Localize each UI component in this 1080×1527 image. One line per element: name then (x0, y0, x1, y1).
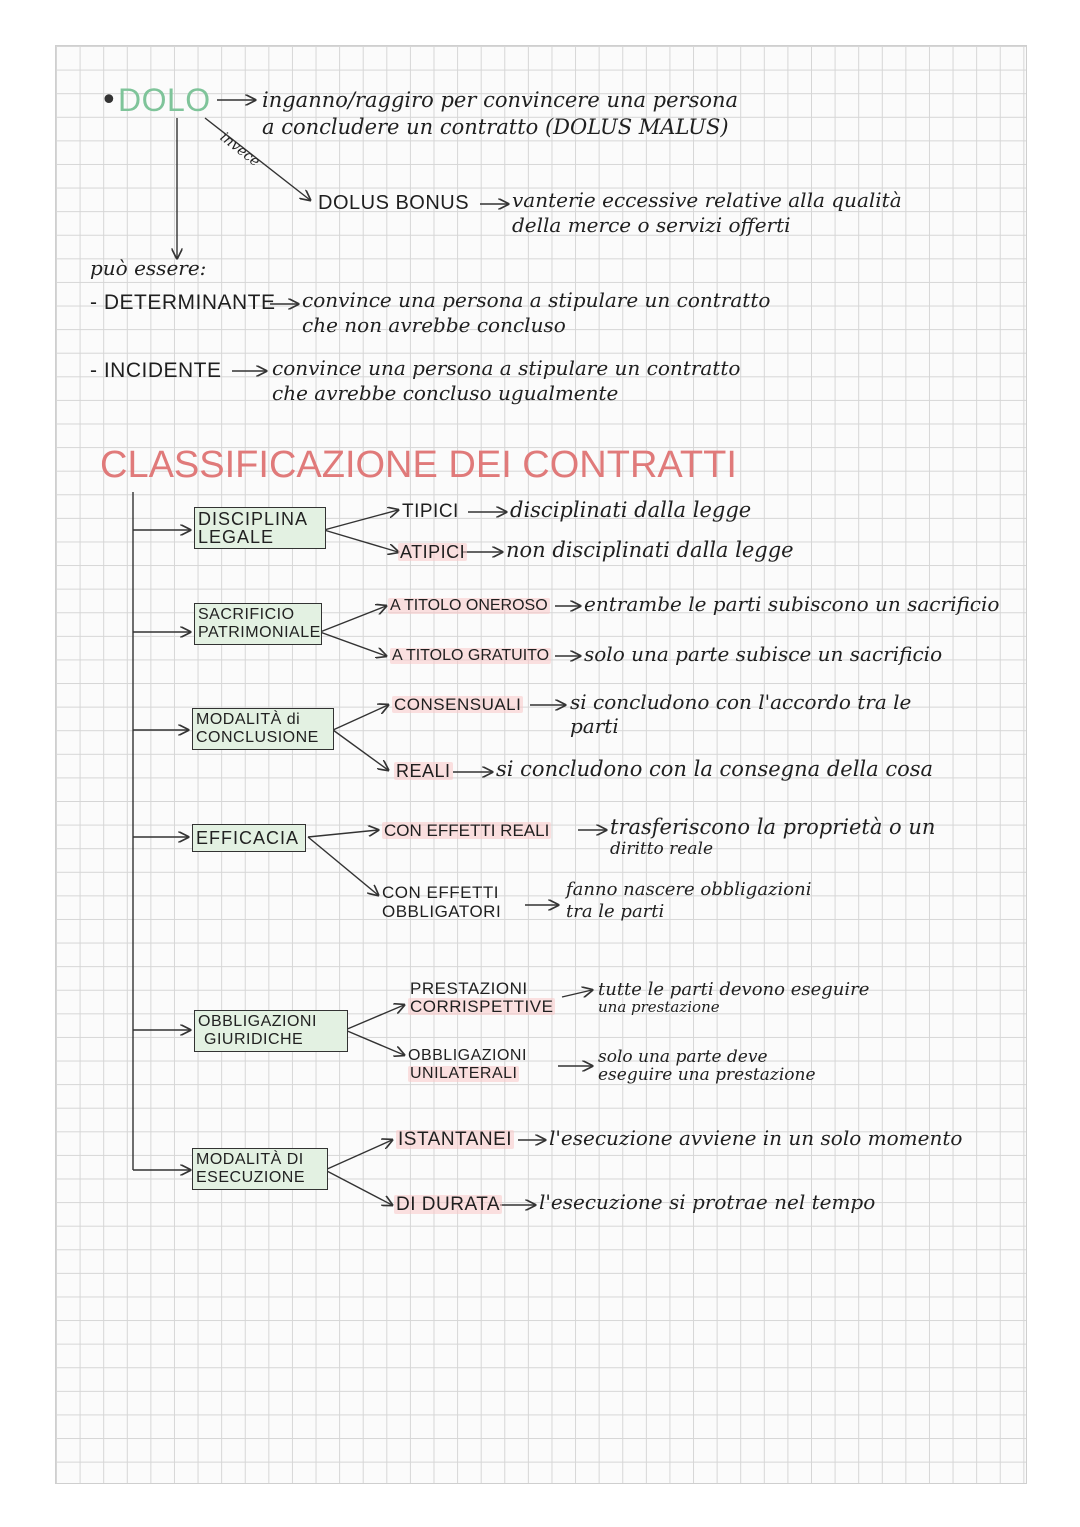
arrow (345, 1030, 404, 1055)
box-line: PATRIMONIALE (198, 624, 321, 641)
dolo-definition-line2: a concludere un contratto (DOLUS MALUS) (262, 115, 729, 139)
bullet-dot: • (100, 83, 118, 118)
branch-label-effetti-reali: CON EFFETTI REALI (384, 821, 550, 840)
branch-label-oneroso: A TITOLO ONEROSO (390, 597, 548, 614)
branch-text: parti (570, 714, 619, 738)
arrow (308, 830, 378, 837)
arrow (320, 632, 386, 656)
branch-text: si concludono con la consegna della cosa (496, 757, 934, 781)
incidente-line2: che avrebbe concluso ugualmente (272, 381, 619, 405)
invece-note: invece (216, 129, 263, 171)
branch-label-effetti-obbligatori: OBBLIGATORI (382, 902, 502, 921)
box-line: LEGALE (198, 527, 275, 547)
determinante-label: - DETERMINANTE (90, 291, 276, 314)
arrow (308, 837, 378, 895)
branch-text: disciplinati dalla legge (510, 498, 752, 522)
branch-text: si concludono con l'accordo tra le (570, 690, 912, 714)
branch-text: eseguire una prestazione (598, 1065, 816, 1085)
arrow (562, 990, 592, 997)
branch-label-tipici: TIPICI (402, 501, 459, 522)
box-line: OBBLIGAZIONI (198, 1013, 317, 1030)
determinante-line2: che non avrebbe concluso (302, 313, 566, 337)
incidente-label: - INCIDENTE (90, 359, 222, 382)
branch-label-gratuito: A TITOLO GRATUITO (392, 647, 550, 664)
box-modalita-conclusione (192, 708, 334, 750)
branch-text: solo una parte deve (598, 1047, 768, 1067)
branch-text: non disciplinati dalla legge (506, 538, 794, 562)
branch-text: l'esecuzione avviene in un solo momento (549, 1126, 963, 1150)
branch-text: trasferiscono la proprietà o un (610, 815, 936, 839)
box-line: MODALITÀ DI (196, 1151, 304, 1168)
puo-essere: può essere: (90, 256, 207, 280)
arrow (325, 1140, 392, 1170)
box-line: CONCLUSIONE (196, 729, 319, 746)
dolus-bonus-line1: vanterie eccessive relative alla qualità (512, 188, 902, 212)
box-line: MODALITÀ di (196, 711, 301, 728)
box-sacrificio-patrimoniale (194, 603, 322, 645)
branch-label-atipici: ATIPICI (400, 542, 466, 562)
box-line: DISCIPLINA (198, 509, 309, 529)
branch-label-reali: REALI (396, 761, 451, 781)
branch-label-effetti-obbligatori: CON EFFETTI (382, 883, 499, 902)
box-line: SACRIFICIO (198, 606, 295, 623)
arrow (333, 730, 388, 770)
branch-text: diritto reale (610, 839, 714, 859)
dolus-bonus-label: DOLUS BONUS (318, 192, 470, 214)
classificazione-title: CLASSIFICAZIONE DEI CONTRATTI (100, 444, 737, 486)
dolus-bonus-line2: della merce o servizi offerti (512, 213, 791, 237)
branch-label-unilaterali: UNILATERALI (410, 1065, 518, 1082)
box-obbligazioni-giuridiche (194, 1010, 348, 1052)
incidente-line1: convince una persona a stipulare un contratto (272, 356, 741, 380)
arrow (320, 606, 386, 632)
branch-text: entrambe le parti subiscono un sacrificio (584, 592, 1000, 616)
branch-label-unilaterali: OBBLIGAZIONI (408, 1047, 527, 1064)
dolo-title: DOLO (118, 82, 211, 118)
box-efficacia (192, 824, 306, 852)
arrow (325, 1170, 392, 1205)
arrow (324, 510, 398, 530)
branch-label-consensuali: CONSENSUALI (394, 695, 522, 714)
box-modalita-esecuzione (192, 1148, 328, 1190)
arrow (345, 1005, 404, 1030)
box-line: GIURIDICHE (204, 1031, 304, 1048)
dolo-definition-line1: inganno/raggiro per convincere una persona (262, 88, 739, 112)
branch-text: solo una parte subisce un sacrificio (584, 642, 943, 666)
box-line: ESECUZIONE (196, 1169, 306, 1186)
box-disciplina-legale (194, 507, 326, 549)
branch-text: tra le parti (566, 901, 665, 922)
branch-label-corrispettive: CORRISPETTIVE (410, 997, 554, 1016)
branch-label-istantanei: ISTANTANEI (398, 1129, 513, 1150)
branch-text: l'esecuzione si protrae nel tempo (539, 1190, 876, 1214)
branch-text: fanno nascere obbligazioni (566, 879, 812, 900)
arrow (324, 530, 398, 552)
determinante-line1: convince una persona a stipulare un contratto (302, 288, 771, 312)
box-line: EFFICACIA (196, 828, 300, 848)
branch-text: tutte le parti devono eseguire (598, 979, 870, 1000)
branch-text: una prestazione (598, 998, 720, 1016)
arrow (333, 705, 388, 730)
branch-label-corrispettive: PRESTAZIONI (410, 979, 528, 998)
branch-label-durata: DI DURATA (396, 1194, 501, 1215)
